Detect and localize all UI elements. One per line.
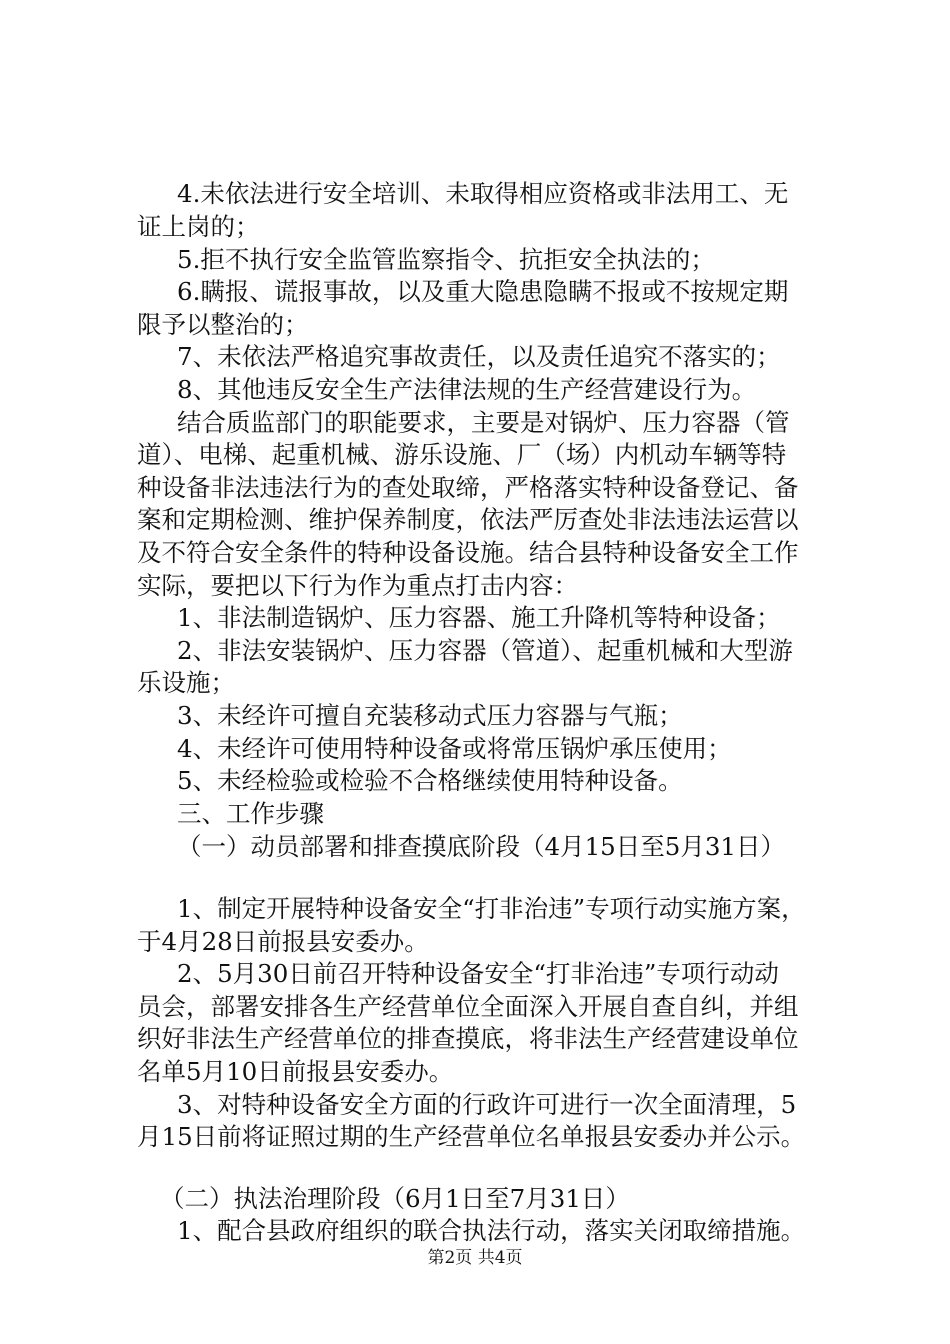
text-line: 于4月28日前报县安委办。 (137, 927, 429, 956)
text-line: 结合质监部门的职能要求，主要是对锅炉、压力容器（管 (177, 408, 790, 437)
text-line: 织好非法生产经营单位的排查摸底，将非法生产经营建设单位 (137, 1024, 799, 1053)
subsection-heading: （二）执法治理阶段（6月1日至7月31日） (160, 1184, 630, 1213)
text-line: 名单5月10日前报县安委办。 (137, 1057, 454, 1086)
text-line: 案和定期检测、维护保养制度，依法严厉查处非法违法运营以 (137, 505, 799, 534)
text-line: 1、配合县政府组织的联合执法行动，落实关闭取缔措施。 (177, 1216, 806, 1245)
text-line: 2、非法安装锅炉、压力容器（管道）、起重机械和大型游 (177, 636, 793, 665)
text-line: 1、非法制造锅炉、压力容器、施工升降机等特种设备； (177, 603, 781, 632)
text-line: 及不符合安全条件的特种设备设施。结合县特种设备安全工作 (137, 538, 799, 567)
text-line: 乐设施； (137, 668, 235, 697)
text-line: 道）、电梯、起重机械、游乐设施、厂（场）内机动车辆等特 (137, 440, 787, 469)
text-line: 6.瞒报、谎报事故，以及重大隐患隐瞒不报或不按规定期 (177, 277, 789, 306)
text-line: 种设备非法违法行为的查处取缔，严格落实特种设备登记、备 (137, 473, 799, 502)
subsection-heading: （一）动员部署和排查摸底阶段（4月15日至5月31日） (177, 832, 786, 861)
text-line: 3、未经许可擅自充装移动式压力容器与气瓶； (177, 701, 683, 730)
text-line: 4.未依法进行安全培训、未取得相应资格或非法用工、无 (177, 179, 789, 208)
text-line: 3、对特种设备安全方面的行政许可进行一次全面清理，5 (177, 1090, 797, 1119)
text-line: 月15日前将证照过期的生产经营单位名单报县安委办并公示。 (137, 1122, 806, 1151)
text-line: 7、未依法严格追究事故责任，以及责任追究不落实的； (177, 342, 781, 371)
section-heading: 三、工作步骤 (177, 799, 324, 828)
text-line: 限予以整治的； (137, 310, 309, 339)
text-line: 1、制定开展特种设备安全“打非治违”专项行动实施方案， (177, 894, 806, 923)
text-line: 5.拒不执行安全监管监察指令、抗拒安全执法的； (177, 245, 715, 274)
text-line: 2、5月30日前召开特种设备安全“打非治违”专项行动动 (177, 959, 779, 988)
text-line: 8、其他违反安全生产法律法规的生产经营建设行为。 (177, 375, 757, 404)
text-line: 员会，部署安排各生产经营单位全面深入开展自查自纠，并组 (137, 992, 799, 1021)
text-line: 实际，要把以下行为作为重点打击内容： (137, 571, 578, 600)
page-footer: 第2页 共4页 (427, 1248, 523, 1268)
text-line: 5、未经检验或检验不合格继续使用特种设备。 (177, 766, 683, 795)
text-line: 4、未经许可使用特种设备或将常压锅炉承压使用； (177, 734, 732, 763)
text-line: 证上岗的； (137, 212, 260, 241)
